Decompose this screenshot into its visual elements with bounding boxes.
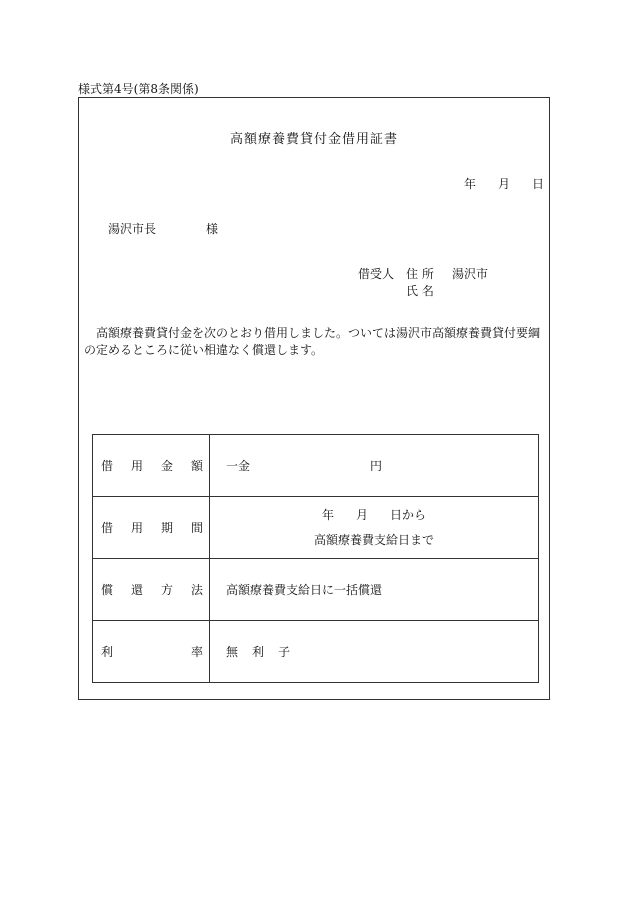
date-day: 日	[532, 177, 545, 191]
borrower-address-label: 住 所	[406, 267, 434, 281]
period-from-line	[210, 503, 538, 528]
amount-unit: 円	[370, 459, 383, 473]
label-char: 方	[160, 583, 173, 597]
date-line	[464, 175, 544, 192]
repayment-value: 高額療養費支給日に一括償還	[210, 559, 539, 621]
body-statement-text: 高額療養費貸付金を次のとおり借用しました。ついては湯沢市高額療養費貸付要綱の定めるところに従い相違なく償還します。	[84, 326, 541, 357]
label-char: 償	[101, 583, 114, 597]
addressee-name: 湯沢市長	[108, 222, 157, 236]
label-char: 額	[190, 459, 203, 473]
label-char: 借	[101, 521, 114, 535]
table-row-interest	[93, 621, 539, 683]
row-label-interest	[93, 621, 210, 683]
borrower-address-value: 湯沢市	[452, 267, 489, 281]
period-until-line: 高額療養費支給日まで	[313, 532, 434, 547]
label-char: 間	[190, 521, 203, 535]
row-label-period	[93, 497, 210, 559]
label-char: 法	[190, 583, 203, 597]
row-label-repayment	[93, 559, 210, 621]
label-char: 用	[130, 521, 143, 535]
interest-char: 無	[226, 645, 239, 659]
amount-prefix: 一金	[226, 459, 251, 473]
interest-char: 子	[278, 645, 291, 659]
amount-value	[210, 435, 539, 497]
document-title: 高額療養費貸付金借用証書	[229, 132, 398, 147]
date-year: 年	[464, 177, 477, 191]
loan-terms-table	[92, 434, 539, 683]
body-statement	[84, 325, 548, 359]
period-month: 月	[355, 507, 368, 522]
table-row-repayment	[93, 559, 539, 621]
period-value	[210, 497, 539, 559]
borrower-role: 借受人	[358, 267, 395, 281]
table-row-period	[93, 497, 539, 559]
addressee	[108, 220, 218, 237]
label-char: 率	[190, 645, 203, 659]
row-label-amount	[93, 435, 210, 497]
period-day-from: 日から	[390, 507, 427, 522]
borrower-name-label: 氏 名	[406, 284, 434, 298]
label-char: 金	[160, 459, 173, 473]
period-year: 年	[321, 507, 334, 522]
label-char: 期	[160, 521, 173, 535]
form-number-label: 様式第4号(第8条関係)	[78, 82, 199, 96]
label-char: 利	[101, 645, 114, 659]
interest-value	[210, 621, 539, 683]
table-row-amount	[93, 435, 539, 497]
label-char: 用	[130, 459, 143, 473]
addressee-honorific: 様	[206, 222, 219, 236]
label-char: 還	[130, 583, 143, 597]
date-month: 月	[498, 177, 511, 191]
label-char: 借	[101, 459, 114, 473]
interest-char: 利	[252, 645, 265, 659]
